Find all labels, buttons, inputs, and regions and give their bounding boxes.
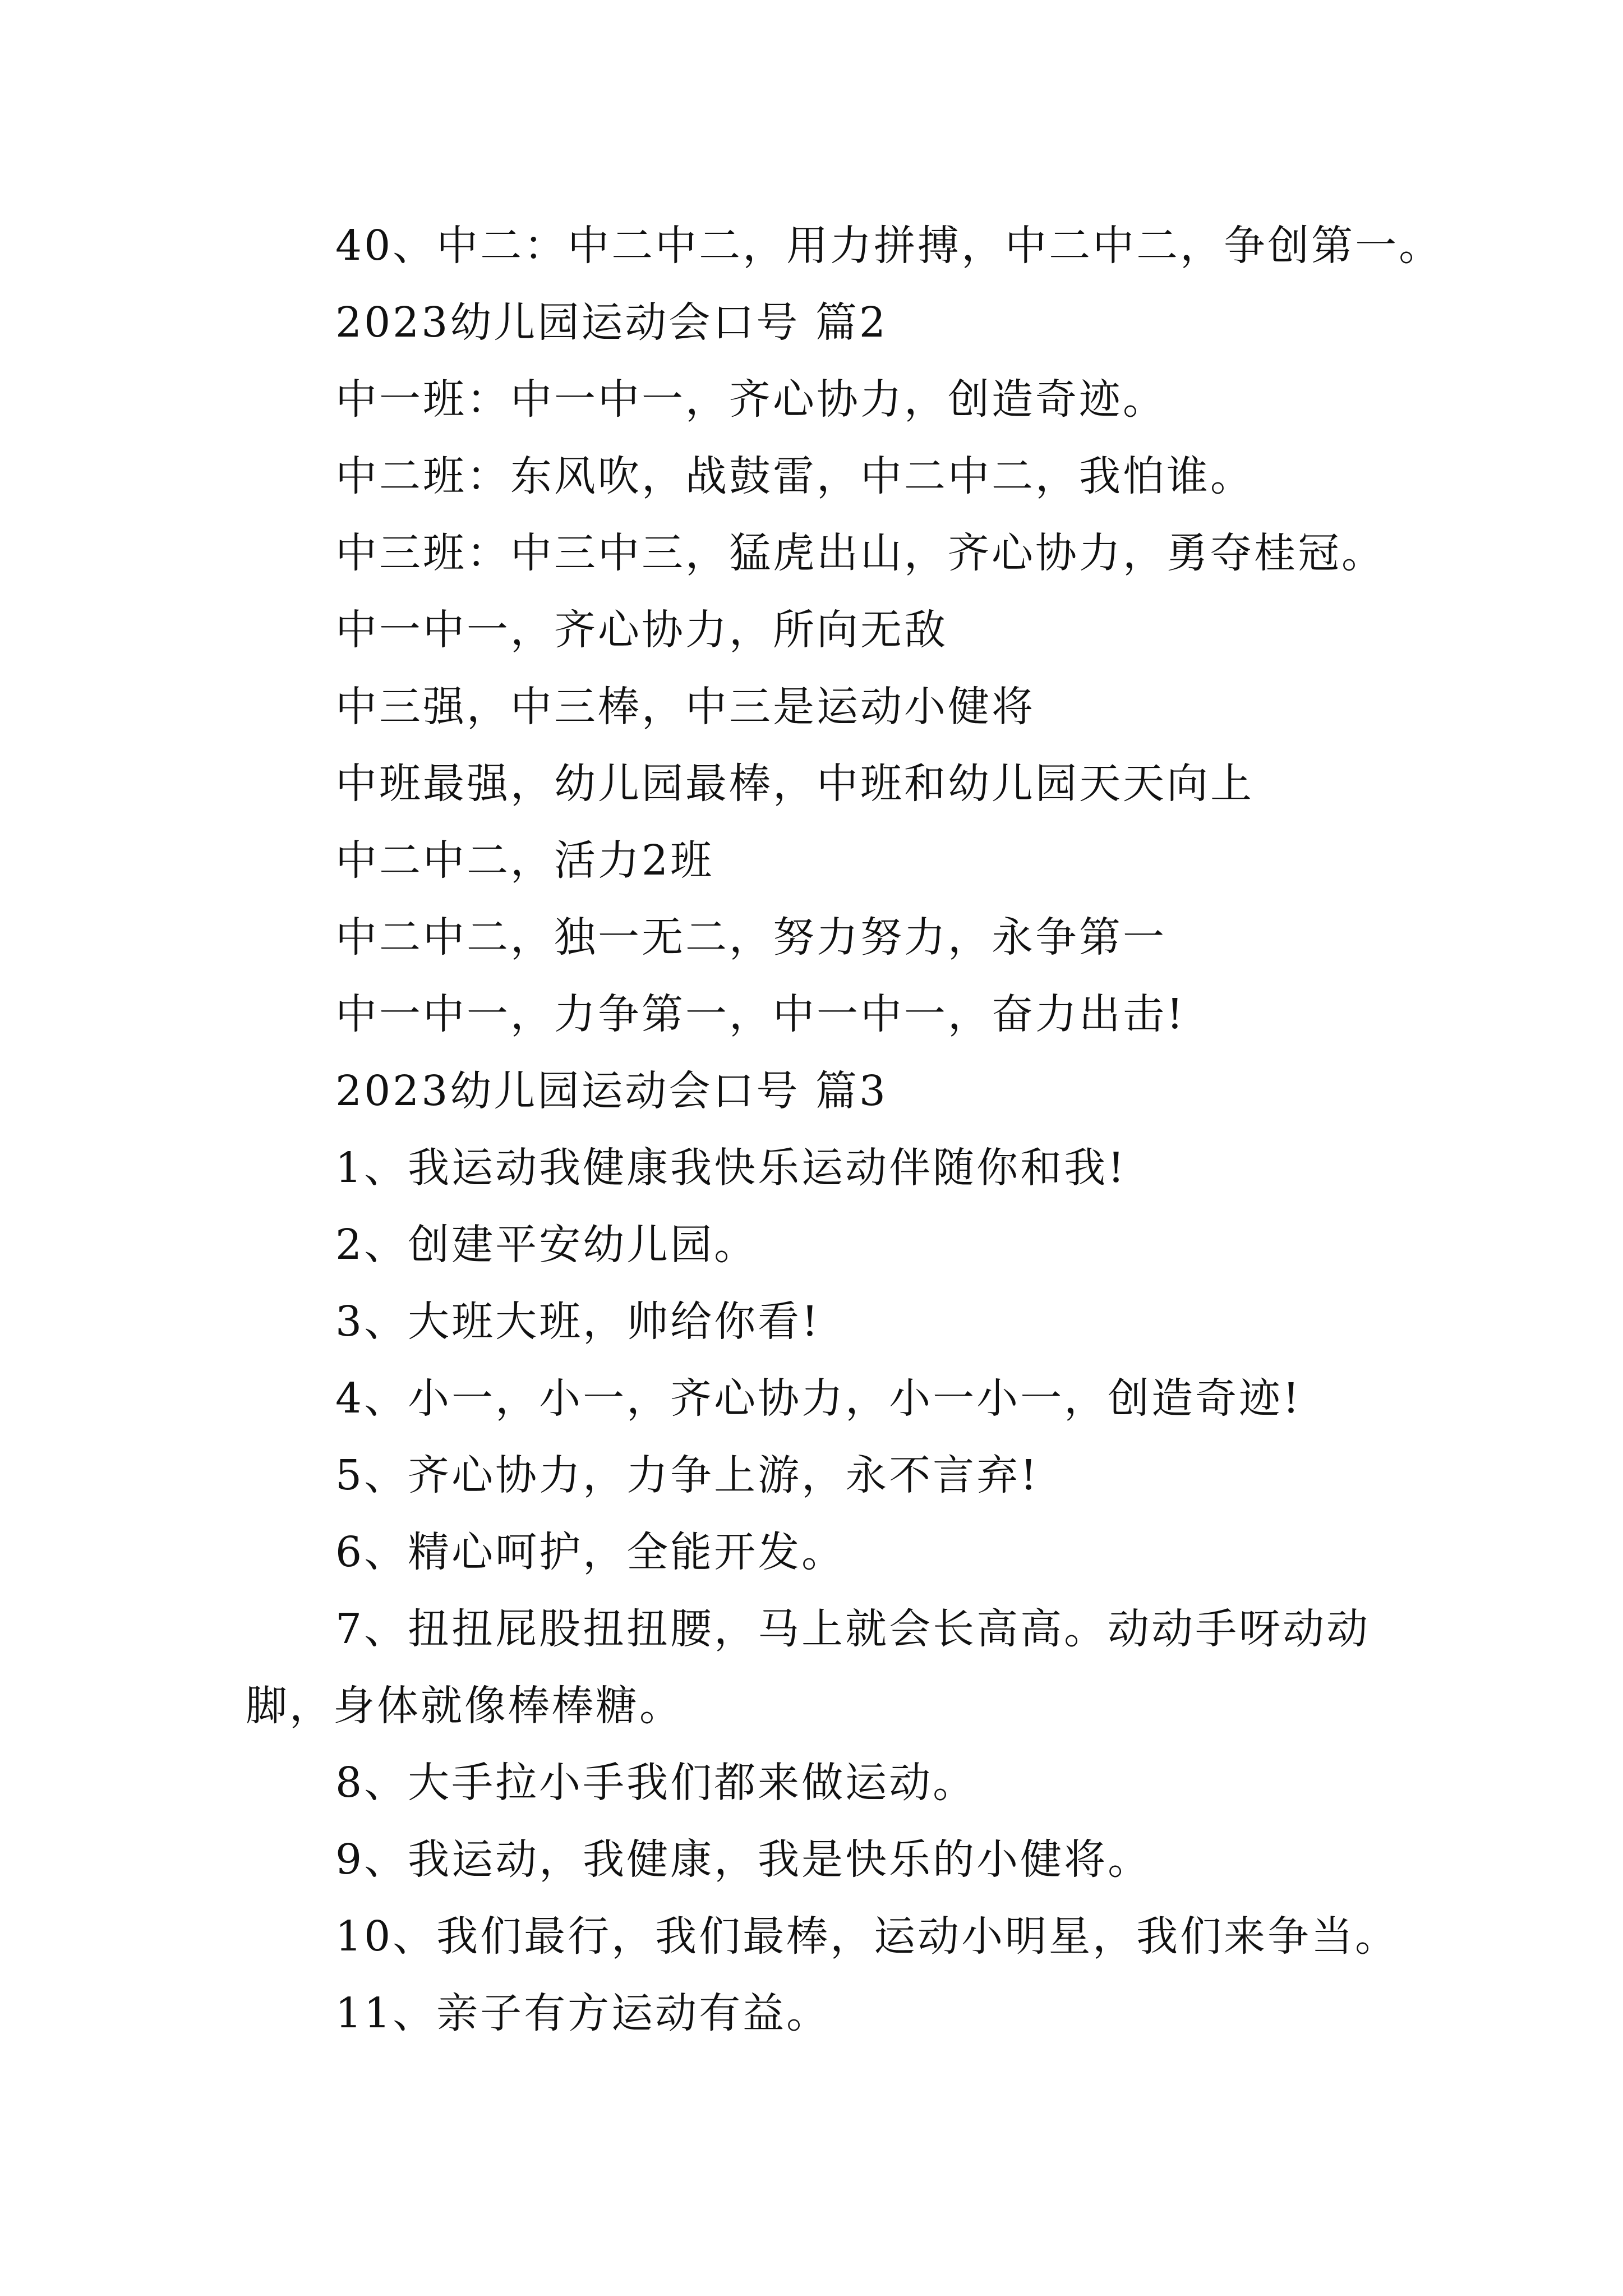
slogan-line: 6、精心呵护，全能开发。 <box>335 1528 846 1576</box>
slogan-line: 中班最强，幼儿园最棒，中班和幼儿园天天向上 <box>335 760 1254 808</box>
section-heading: 2023幼儿园运动会口号 篇3 <box>335 1067 888 1115</box>
slogan-line: 中一中一，齐心协力，所向无敌 <box>335 606 948 654</box>
slogan-line: 中一中一，力争第一，中一中一，奋力出击! <box>335 990 1186 1038</box>
slogan-line: 8、大手拉小手我们都来做运动。 <box>335 1759 977 1807</box>
slogan-line: 中三班：中三中三，猛虎出山，齐心协力，勇夺桂冠。 <box>335 529 1385 577</box>
slogan-line: 3、大班大班，帅给你看! <box>335 1297 820 1346</box>
slogan-line: 10、我们最行，我们最棒，运动小明星，我们来争当。 <box>335 1912 1399 1961</box>
slogan-line: 4、小一，小一，齐心协力，小一小一，创造奇迹! <box>335 1374 1302 1423</box>
slogan-line: 中二中二，活力2班 <box>335 836 714 885</box>
slogan-line: 7、扭扭屁股扭扭腰，马上就会长高高。动动手呀动动 <box>335 1605 1371 1653</box>
section-heading: 2023幼儿园运动会口号 篇2 <box>335 298 888 347</box>
slogan-line: 11、亲子有方运动有益。 <box>335 1989 831 2037</box>
slogan-line: 2、创建平安幼儿园。 <box>335 1221 758 1269</box>
slogan-line: 40、中二：中二中二，用力拼搏，中二中二，争创第一。 <box>335 222 1443 270</box>
slogan-line: 9、我运动，我健康，我是快乐的小健将。 <box>335 1835 1152 1884</box>
slogan-line: 5、齐心协力，力争上游，永不言弃! <box>335 1451 1039 1499</box>
slogan-line: 中三强，中三棒，中三是运动小健将 <box>335 683 1035 731</box>
slogan-line: 1、我运动我健康我快乐运动伴随你和我! <box>335 1144 1127 1192</box>
slogan-line-continuation: 脚，身体就像棒棒糖。 <box>246 1682 683 1730</box>
slogan-line: 中二中二，独一无二，努力努力，永争第一 <box>335 913 1166 961</box>
slogan-line: 中二班：东风吹，战鼓雷，中二中二，我怕谁。 <box>335 452 1254 500</box>
slogan-line: 中一班：中一中一，齐心协力，创造奇迹。 <box>335 375 1166 424</box>
